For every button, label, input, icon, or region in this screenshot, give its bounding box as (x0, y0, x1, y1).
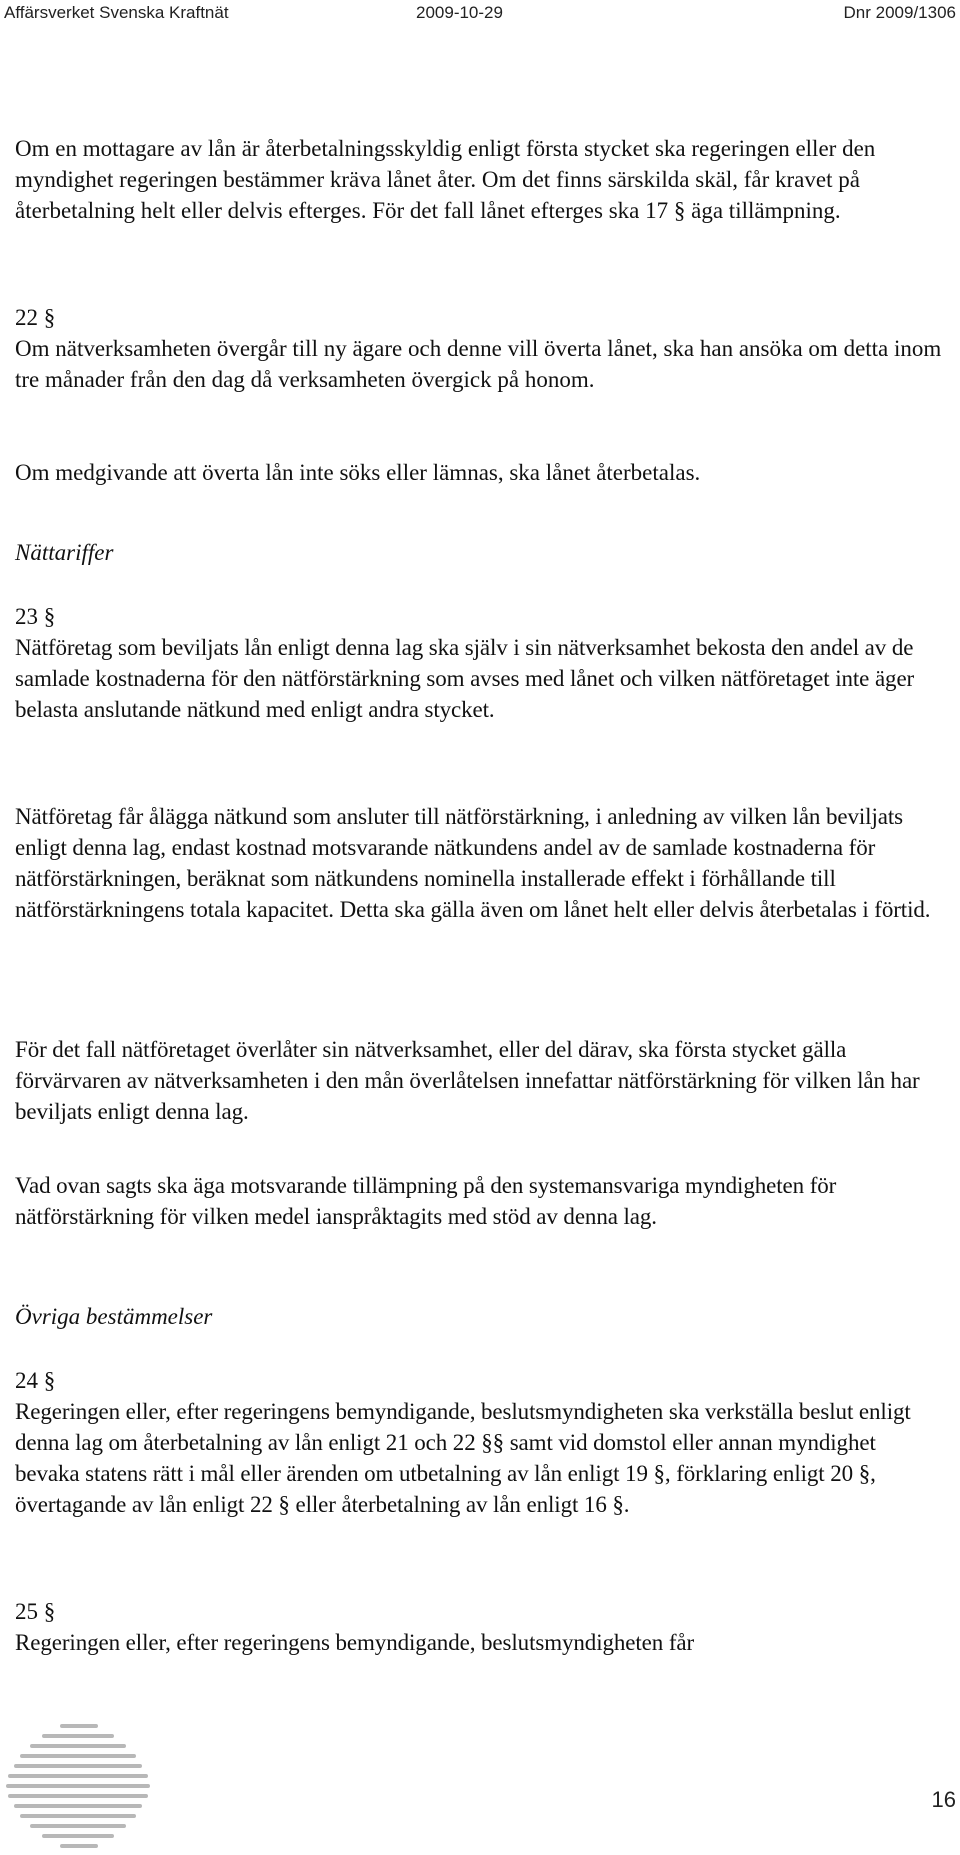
heading-nattariffer: Nättariffer (15, 540, 114, 565)
section-22-paragraph-1: Om nätverksamheten övergår till ny ägare och denne vill överta lånet, ska han ansöka om detta inom tre månader från den dag då verksamheten övergick på honom. (15, 336, 942, 392)
intro-paragraph: Om en mottagare av lån är återbetalningsskyldig enligt första stycket ska regeringen eller den myndighet regeringen bestämmer kräva lånet åter. Om det finns särskilda skäl, får kravet på återbetalning helt eller delvis efterges. För det fall lånet efterges ska 17 § äga tillämpning. (15, 136, 876, 223)
header-organization: Affärsverket Svenska Kraftnät (4, 3, 229, 22)
striped-globe-logo-icon (2, 1722, 152, 1852)
header-date: 2009-10-29 (416, 3, 503, 22)
section-23-paragraph-3: För det fall nätföretaget överlåter sin nätverksamhet, eller del därav, ska första stycket gälla förvärvaren av nätverksamheten i den mån överlåtelsen innefattar nätförstärkning för vilken lån har beviljats enligt denna lag. (15, 1037, 920, 1124)
section-23-paragraph-1: Nätföretag som beviljats lån enligt denna lag ska själv i sin nätverksamhet bekosta den andel av de samlade kostnaderna för den nätförstärkning som avses med lånet och vilken nätföretaget inte äger belasta anslutande nätkund med enligt andra stycket. (15, 635, 915, 722)
section-22-number: 22 § (15, 305, 56, 330)
section-24-number: 24 § (15, 1368, 56, 1393)
section-24-paragraph-1: Regeringen eller, efter regeringens bemyndigande, beslutsmyndigheten ska verkställa beslut enligt denna lag om återbetalning av lån enligt 21 och 22 §§ samt vid domstol eller annan myndighet bevaka statens rätt i mål eller ärenden om utbetalning av lån enligt 19 §, förklaring enligt 20 §, övertagande av lån enligt 22 § eller återbetalning av lån enligt 16 §. (15, 1399, 911, 1517)
section-23-number: 23 § (15, 604, 56, 629)
section-22-paragraph-2: Om medgivande att överta lån inte söks eller lämnas, ska lånet återbetalas. (15, 460, 701, 485)
section-23-paragraph-4: Vad ovan sagts ska äga motsvarande tillämpning på den systemansvariga myndigheten för nätförstärkning för vilken medel ianspråktagits med stöd av denna lag. (15, 1173, 837, 1229)
page-header (0, 0, 960, 30)
header-reference: Dnr 2009/1306 (843, 3, 956, 22)
heading-ovriga-bestammelser: Övriga bestämmelser (15, 1304, 213, 1329)
page-number: 16 (931, 1787, 956, 1812)
section-23-paragraph-2: Nätföretag får ålägga nätkund som ansluter till nätförstärkning, i anledning av vilken lån beviljats enligt denna lag, endast kostnad motsvarande nätkundens andel av de samlade kostnaderna för nätförstärkningen, beräknat som nätkundens nominella installerade effekt i förhållande till nätförstärkningens totala kapacitet. Detta ska gälla även om lånet helt eller delvis återbetalas i förtid. (15, 804, 931, 922)
section-25-number: 25 § (15, 1599, 56, 1624)
section-25-paragraph-1: Regeringen eller, efter regeringens bemyndigande, beslutsmyndigheten får (15, 1630, 695, 1655)
